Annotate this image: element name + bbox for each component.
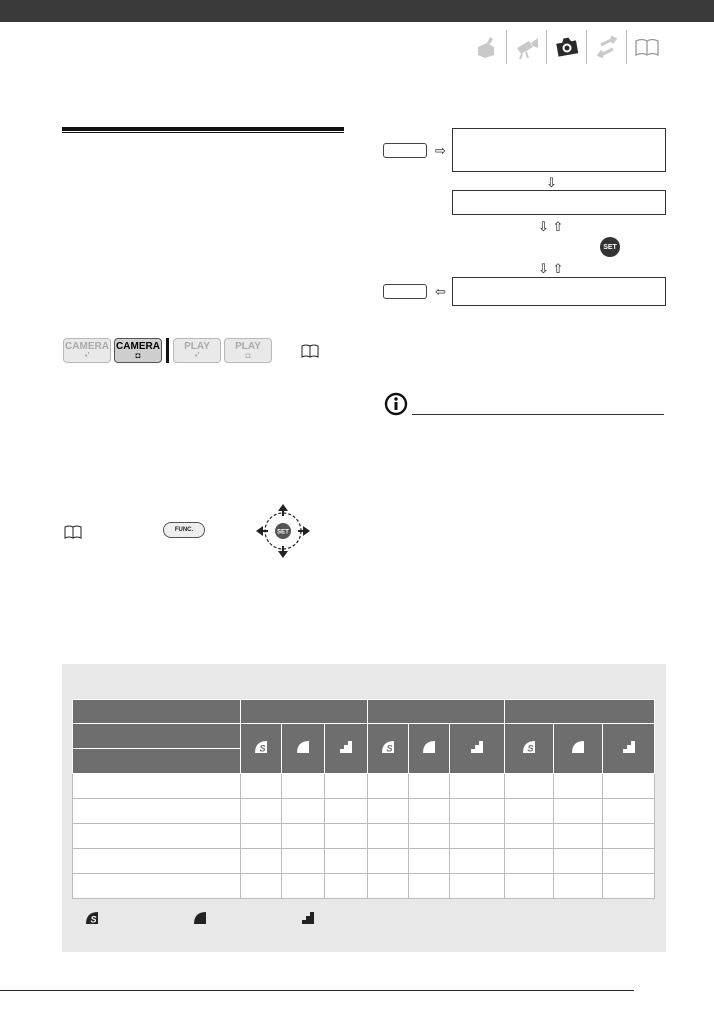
- table-cell: [241, 799, 282, 824]
- mode-label: CAMERA: [65, 340, 109, 352]
- page-reference-icon: [64, 525, 82, 539]
- table-header-cell: [368, 700, 505, 724]
- func-key-box: [383, 284, 427, 299]
- top-bar: [0, 0, 714, 22]
- fine-icon: [297, 741, 309, 753]
- table-header-cell: [505, 724, 554, 774]
- table-cell: [450, 849, 505, 874]
- table-cell: [73, 874, 241, 899]
- table-header-cell: [450, 724, 505, 774]
- table-cell: [409, 824, 450, 849]
- svg-text:S: S: [90, 914, 97, 924]
- mode-label: CAMERA: [116, 340, 160, 352]
- table-cell: [73, 774, 241, 799]
- table-cell: [325, 874, 368, 899]
- table-cell: [505, 774, 554, 799]
- normal-icon: [623, 741, 635, 753]
- table-header-cell: [73, 700, 241, 724]
- movie-mode-icon: ▪′: [84, 350, 90, 360]
- preparations-icon[interactable]: [466, 30, 506, 64]
- table-cell: [505, 824, 554, 849]
- func-button: FUNC.: [163, 522, 205, 538]
- mode-camera-movie: [63, 338, 111, 363]
- table-cell: [603, 774, 655, 799]
- svg-text:S: S: [259, 743, 266, 753]
- footer-rule: [0, 990, 634, 991]
- svg-text:S: S: [527, 743, 534, 753]
- table-cell: [505, 799, 554, 824]
- table-cell: [603, 799, 655, 824]
- table-header-cell: [241, 724, 282, 774]
- arrow-right-icon: ⇨: [435, 143, 446, 158]
- table-cell: [505, 849, 554, 874]
- set-label: SET: [277, 529, 289, 536]
- mode-separator: [166, 338, 169, 363]
- operation-keys: [64, 500, 324, 562]
- table-row: [73, 874, 655, 899]
- table-cell: [325, 799, 368, 824]
- table-cell: [409, 774, 450, 799]
- notes-section: [384, 392, 664, 416]
- flow-step-1: [452, 128, 666, 172]
- table-header-cell: [409, 724, 450, 774]
- normal-icon: [340, 741, 352, 753]
- table-cell: [450, 799, 505, 824]
- notes-rule: [412, 414, 664, 415]
- table-header-cell: [282, 724, 325, 774]
- table-header-cell: [241, 700, 368, 724]
- table-cell: [554, 849, 603, 874]
- fine-icon: [194, 912, 206, 924]
- photo-mode-icon: ◘: [135, 350, 141, 360]
- table-cell: [241, 849, 282, 874]
- table-header-cell: [368, 724, 409, 774]
- superfine-icon: [86, 912, 98, 924]
- photo-icon[interactable]: [546, 30, 586, 64]
- table-cell: [73, 799, 241, 824]
- table-cell: [603, 824, 655, 849]
- table-cell: [368, 799, 409, 824]
- svg-text:S: S: [386, 743, 393, 753]
- table-row: [73, 799, 655, 824]
- mode-play-movie: [173, 338, 221, 363]
- external-connections-icon[interactable]: [586, 30, 626, 64]
- table-cell: [603, 874, 655, 899]
- movie-mode-icon: ▪′: [194, 350, 200, 360]
- table-cell: [409, 874, 450, 899]
- table-cell: [554, 824, 603, 849]
- table-cell: [368, 849, 409, 874]
- table-cell: [241, 824, 282, 849]
- video-icon[interactable]: [506, 30, 546, 64]
- section-heading-rule: [62, 127, 344, 133]
- table-cell: [282, 824, 325, 849]
- table-cell: [505, 874, 554, 899]
- arrow-left-icon: ⇦: [435, 284, 446, 299]
- table-cell: [409, 799, 450, 824]
- table-row: [73, 824, 655, 849]
- photo-mode-icon: ◘: [245, 350, 251, 360]
- normal-icon: [302, 912, 314, 924]
- mode-label: PLAY: [235, 340, 261, 352]
- table-cell: [73, 849, 241, 874]
- additional-info-icon[interactable]: [626, 30, 666, 64]
- table-cell: [368, 874, 409, 899]
- arrow-down-icon: ⇩: [546, 175, 557, 190]
- arrow-down-up-icon: ⇩ ⇧: [538, 261, 564, 276]
- function-menu-flow: [380, 126, 670, 306]
- quality-legend: [86, 912, 410, 924]
- page-reference-icon: [301, 344, 319, 358]
- table-cell: [554, 799, 603, 824]
- table-row: [73, 774, 655, 799]
- operating-modes: [63, 338, 319, 363]
- table-cell: [325, 824, 368, 849]
- chapter-navigation: [466, 30, 666, 64]
- mode-camera-photo: [114, 338, 162, 363]
- arrow-down-up-icon: ⇩ ⇧: [538, 219, 564, 234]
- table-cell: [325, 774, 368, 799]
- table-header-cell: [603, 724, 655, 774]
- joystick-icon: [255, 503, 311, 559]
- table-cell: [450, 824, 505, 849]
- set-button-icon: SET: [600, 237, 620, 257]
- table-cell: [368, 774, 409, 799]
- table-cell: [325, 849, 368, 874]
- info-icon: [384, 392, 408, 416]
- table-cell: [282, 774, 325, 799]
- superfine-icon: [382, 741, 394, 753]
- table-header-cell: [505, 700, 655, 724]
- flow-step-2: [452, 190, 666, 215]
- table-cell: [282, 874, 325, 899]
- capacity-table-panel: [62, 664, 666, 952]
- capacity-table: [72, 699, 655, 899]
- table-header-cell: [325, 724, 368, 774]
- normal-icon: [471, 741, 483, 753]
- table-cell: [409, 849, 450, 874]
- table-row: [73, 849, 655, 874]
- superfine-icon: [523, 741, 535, 753]
- table-cell: [450, 774, 505, 799]
- mode-label: PLAY: [184, 340, 210, 352]
- func-key-box: [383, 143, 427, 158]
- table-cell: [368, 824, 409, 849]
- superfine-icon: [255, 741, 267, 753]
- table-cell: [554, 774, 603, 799]
- fine-icon: [423, 741, 435, 753]
- mode-play-photo: [224, 338, 272, 363]
- table-header-row: [73, 724, 655, 749]
- table-header-cell: [73, 724, 241, 749]
- table-header-row: [73, 700, 655, 724]
- table-header-cell: [554, 724, 603, 774]
- fine-icon: [572, 741, 584, 753]
- table-cell: [554, 874, 603, 899]
- table-cell: [282, 849, 325, 874]
- table-header-cell: [73, 749, 241, 774]
- table-cell: [450, 874, 505, 899]
- flow-step-3: [452, 277, 666, 306]
- table-cell: [241, 774, 282, 799]
- table-cell: [241, 874, 282, 899]
- table-cell: [282, 799, 325, 824]
- table-cell: [603, 849, 655, 874]
- table-cell: [73, 824, 241, 849]
